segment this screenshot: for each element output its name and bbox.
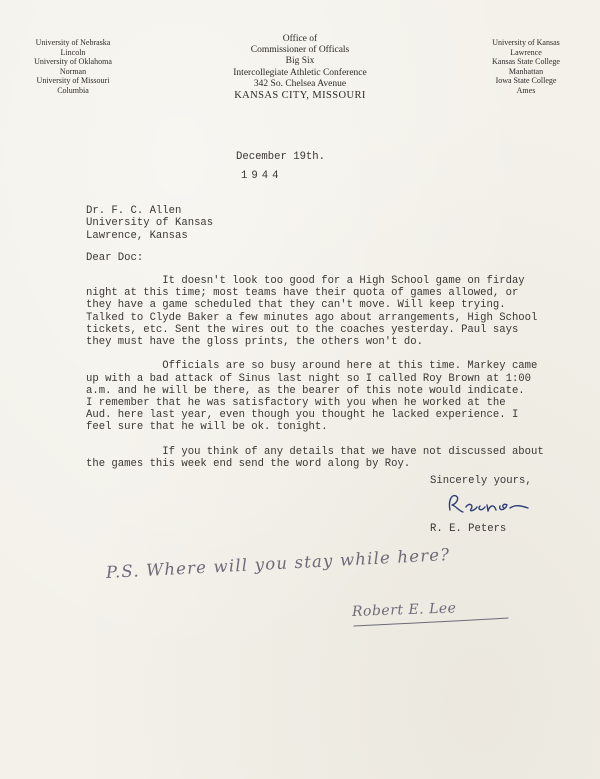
letterhead-title: Commissioner of Officals xyxy=(250,45,350,56)
letterhead-left-line: University of Nebraska xyxy=(35,38,111,47)
body-line: up with a bad attack of Sinus last night so I called Roy Brown at 1:00 xyxy=(86,372,532,385)
body-line xyxy=(86,348,544,360)
body-line xyxy=(86,434,544,446)
letterhead-street: 342 So. Chelsea Avenue xyxy=(253,78,347,89)
body-line: night at this time; most teams have their quota of games allowed, or xyxy=(86,287,519,300)
body-line: a.m. and he will be there, as the bearer of this note would indicate. xyxy=(86,384,525,397)
letterhead-right-line: Manhattan xyxy=(508,66,544,76)
complimentary-close: Sincerely yours, xyxy=(430,475,532,487)
recipient-name: Dr. F. C. Allen xyxy=(86,205,182,217)
letter-date: December 19th. xyxy=(236,151,326,163)
letterhead-right-line: University of Kansas xyxy=(492,38,560,47)
recipient-address xyxy=(86,205,213,242)
letterhead-right-line: Iowa State College xyxy=(495,76,557,86)
letterhead-conference: Intercollegiate Athletic Conference xyxy=(233,67,367,78)
letterhead-conference-name: Big Six xyxy=(285,56,315,67)
body-line: the games this week end send the word along by Roy. xyxy=(86,458,411,471)
letterhead-right-line: Kansas State College xyxy=(492,57,560,67)
letterhead-right-line: Ames xyxy=(516,85,536,95)
salutation: Dear Doc: xyxy=(86,252,144,264)
signature-underline xyxy=(352,616,512,630)
letterhead-city: KANSAS CITY, MISSOURI xyxy=(234,90,366,102)
letterhead-right-line: Lawrence xyxy=(510,47,542,57)
letterhead-left-line: University of Missouri xyxy=(36,76,110,86)
letterhead-left-line: Lincoln xyxy=(60,47,86,57)
letterhead-left-line: Columbia xyxy=(57,85,89,95)
body-line: Aud. here last year, even though you thought he lacked experience. I xyxy=(86,409,519,422)
handwritten-signature xyxy=(444,490,539,518)
letterhead-office: Office of xyxy=(282,34,318,44)
letterhead-left xyxy=(18,38,128,96)
recipient-institution: University of Kansas xyxy=(86,217,214,230)
body-line: Officials are so busy around here at this time. Markey came xyxy=(86,360,538,373)
letterhead-left-line: University of Oklahoma xyxy=(34,57,112,67)
handwritten-signature-robert-e-lee: Robert E. Lee xyxy=(351,600,457,620)
letter-body xyxy=(86,275,544,470)
body-line: tickets, etc. Sent the wires out to the coaches yesterday. Paul says xyxy=(86,323,519,336)
letter-year: 1944 xyxy=(241,170,283,182)
body-line: feel sure that he will be ok. tonight. xyxy=(86,421,328,434)
body-line: If you think of any details that we have not discussed about xyxy=(86,445,544,458)
body-line: they have a game scheduled that they can't move. Will keep trying. xyxy=(86,299,506,312)
recipient-city: Lawrence, Kansas xyxy=(86,229,188,242)
handwritten-postscript: P.S. Where will you stay while here? xyxy=(105,544,451,582)
letterhead-left-line: Norman xyxy=(59,66,87,76)
letterhead-right xyxy=(470,38,582,96)
body-line: I remember that he was satisfactory with you when he worked at the xyxy=(86,397,506,410)
body-line: they must have the gloss prints, the others won't do. xyxy=(86,336,423,349)
body-line: It doesn't look too good for a High School game on firday xyxy=(86,275,525,287)
typed-signature-name: R. E. Peters xyxy=(430,523,507,535)
body-line: Talked to Clyde Baker a few minutes ago about arrangements, High School xyxy=(86,311,538,324)
letterhead-center xyxy=(200,34,400,101)
